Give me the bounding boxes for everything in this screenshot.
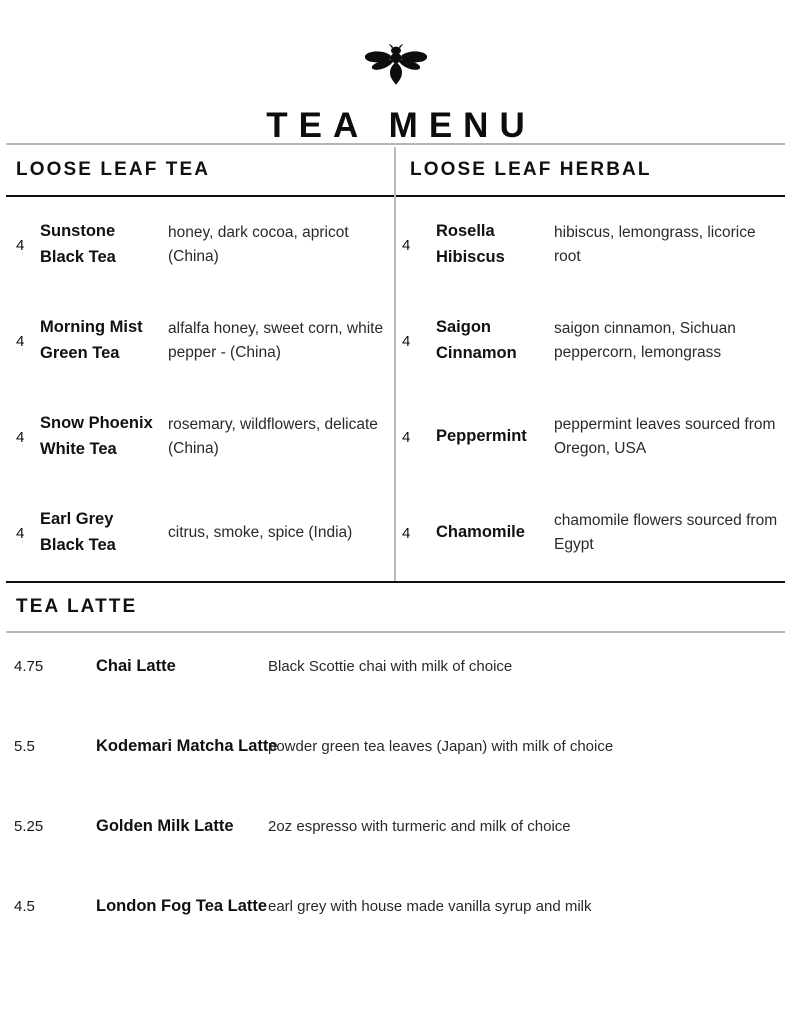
item-name-line-1: Sunstone: [40, 222, 116, 241]
item-price: 4: [16, 332, 25, 350]
latte-price: 5.5: [14, 738, 35, 755]
menu-item: [0, 485, 395, 581]
item-description: citrus, smoke, spice (India): [168, 523, 353, 541]
latte-name: Golden Milk Latte: [96, 817, 234, 835]
item-name: [40, 507, 168, 558]
item-description: hibiscus, lemongrass, licorice root: [554, 223, 756, 265]
item-name: [40, 315, 168, 366]
item-description: rosemary, wildflowers, delicate (China): [168, 415, 378, 457]
item-name-line-1: Snow Phoenix: [40, 414, 153, 433]
latte-row: [0, 897, 791, 977]
column-loose-leaf-tea: [0, 197, 395, 581]
menu-item: [0, 389, 395, 485]
latte-price: 5.25: [14, 818, 44, 835]
item-name-line-1: Morning Mist: [40, 318, 143, 337]
section-header-loose-leaf-tea: [16, 145, 210, 195]
item-name-line-1: Peppermint: [436, 427, 527, 446]
item-description: chamomile flowers sourced from Egypt: [554, 511, 778, 553]
item-name: [436, 424, 554, 450]
latte-name: London Fog Tea Latte: [96, 897, 268, 915]
menu-item: [0, 293, 395, 389]
item-price: 4: [402, 236, 411, 254]
latte-price: 4.5: [14, 898, 35, 915]
item-name-line-2: Green Tea: [40, 344, 120, 362]
bee-icon: [363, 42, 429, 86]
item-name-line-1: Chamomile: [436, 523, 525, 542]
masthead: [0, 0, 791, 143]
item-name: [436, 520, 554, 546]
section-title-loose-leaf-tea: LOOSE LEAF TEA: [16, 159, 211, 180]
item-description: peppermint leaves sourced from Oregon, USA: [554, 415, 776, 457]
latte-name: Kodemari Matcha Latte: [96, 737, 278, 755]
latte-description: powder green tea leaves (Japan) with milk of choice: [268, 738, 614, 755]
item-price: 4: [402, 524, 411, 542]
item-name: [40, 219, 168, 270]
latte-description: 2oz espresso with turmeric and milk of choice: [268, 818, 571, 835]
page-title: TEA MENU: [266, 106, 536, 145]
item-name-line-2: White Tea: [40, 440, 117, 458]
item-name-line-2: Black Tea: [40, 248, 116, 266]
item-name: [436, 315, 554, 366]
latte-name: Chai Latte: [96, 657, 176, 675]
item-price: 4: [402, 332, 411, 350]
item-name-line-2: Black Tea: [40, 536, 116, 554]
item-price: 4: [16, 524, 25, 542]
menu-item: [396, 389, 791, 485]
column-loose-leaf-herbal: [396, 197, 791, 581]
item-price: 4: [16, 428, 25, 446]
item-description: alfalfa honey, sweet corn, white pepper - (China): [168, 319, 384, 361]
section-title-tea-latte: TEA LATTE: [16, 596, 138, 617]
item-price: 4: [402, 428, 411, 446]
latte-row: [0, 817, 791, 897]
menu-item: [396, 293, 791, 389]
item-name: [40, 411, 168, 462]
two-column-body: [0, 197, 791, 581]
item-name: [436, 219, 554, 270]
section-title-loose-leaf-herbal: LOOSE LEAF HERBAL: [410, 159, 652, 180]
menu-item: [396, 197, 791, 293]
menu-item: [0, 197, 395, 293]
latte-row: [0, 657, 791, 737]
latte-price: 4.75: [14, 658, 44, 675]
menu-item: [396, 485, 791, 581]
section-header-tea-latte: [0, 583, 791, 631]
item-name-line-2: Cinnamon: [436, 344, 517, 362]
item-description: honey, dark cocoa, apricot (China): [168, 223, 349, 265]
item-name-line-1: Earl Grey: [40, 510, 114, 529]
item-name-line-2: Hibiscus: [436, 248, 505, 266]
latte-description: Black Scottie chai with milk of choice: [268, 658, 513, 675]
tea-latte-list: [0, 633, 791, 977]
item-name-line-1: Saigon: [436, 318, 492, 337]
item-name-line-1: Rosella: [436, 222, 495, 241]
item-description: saigon cinnamon, Sichuan peppercorn, lemongrass: [554, 319, 736, 361]
latte-description: earl grey with house made vanilla syrup and milk: [268, 898, 592, 915]
latte-row: [0, 737, 791, 817]
section-header-loose-leaf-herbal: [410, 145, 652, 195]
item-price: 4: [16, 236, 25, 254]
